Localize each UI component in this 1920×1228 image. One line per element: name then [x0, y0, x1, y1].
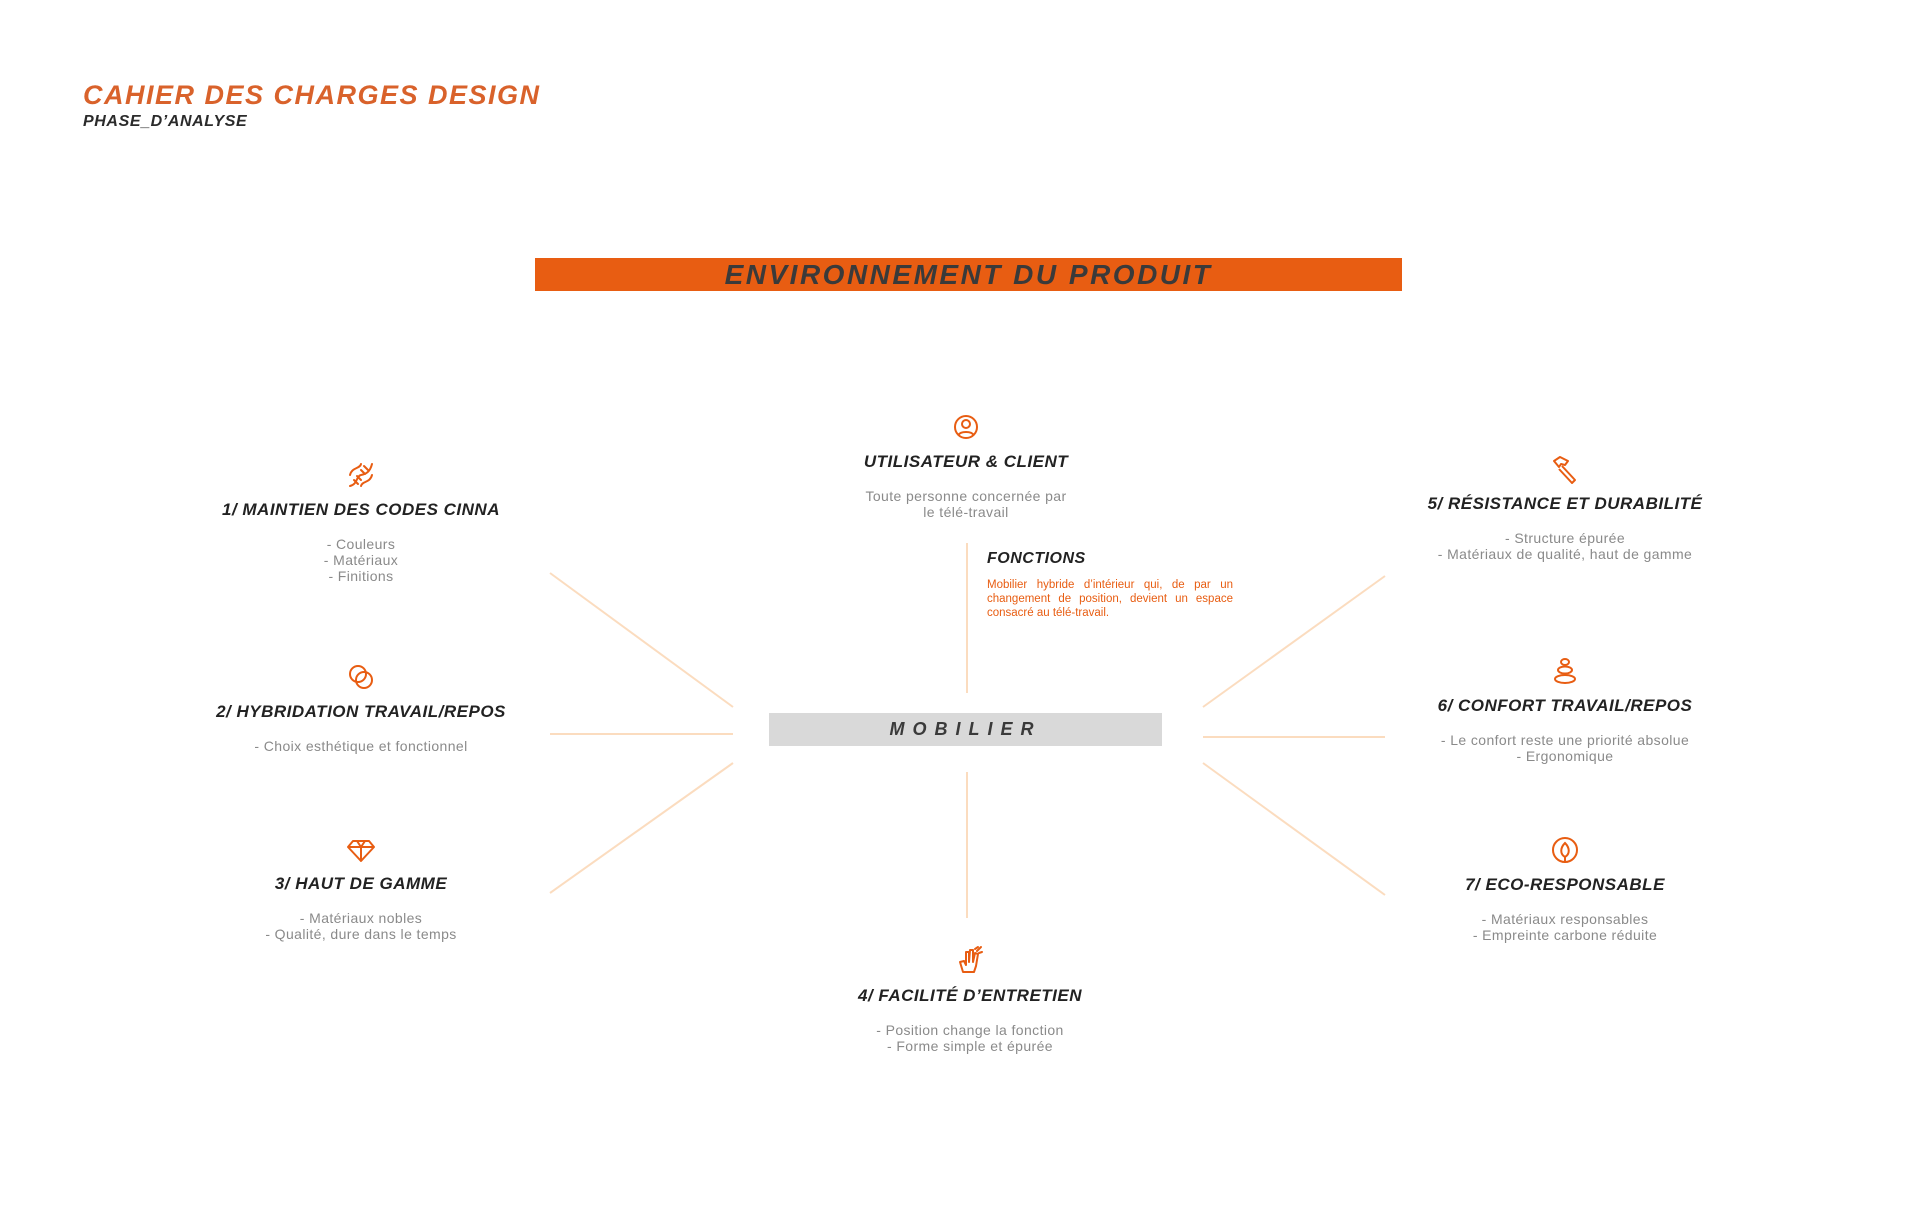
- node-line: - Choix esthétique et fonctionnel: [254, 738, 468, 754]
- banner-label: ENVIRONNEMENT DU PRODUIT: [724, 258, 1213, 290]
- node-line: le télé-travail: [923, 504, 1009, 520]
- node-title: 2/ HYBRIDATION TRAVAIL/REPOS: [216, 702, 506, 721]
- cleaning-hand-icon: [953, 944, 987, 978]
- node-title: 3/ HAUT DE GAMME: [274, 874, 448, 893]
- node-line: - Structure épurée: [1504, 530, 1626, 546]
- node-title: 6/ CONFORT TRAVAIL/REPOS: [1437, 696, 1693, 715]
- node-4-facilite-entretien: [760, 944, 1180, 1054]
- node-title: 5/ RÉSISTANCE ET DURABILITÉ: [1427, 494, 1703, 513]
- node-line: - Qualité, dure dans le temps: [265, 926, 457, 942]
- diamond-icon: [344, 832, 378, 866]
- node-line: - Forme simple et épurée: [887, 1038, 1053, 1054]
- node-line: - Ergonomique: [1516, 748, 1614, 764]
- hammer-icon: [1548, 452, 1582, 486]
- overlapping-circles-icon: [344, 660, 378, 694]
- document-title: CAHIER DES CHARGES DESIGN: [83, 80, 541, 110]
- node-line: - Le confort reste une priorité absolue: [1440, 732, 1690, 748]
- center-label: MOBILIER: [889, 719, 1042, 739]
- stacked-stones-icon: [1548, 654, 1582, 688]
- node-user-client: [756, 410, 1176, 520]
- center-node: [769, 713, 1162, 746]
- node-title: UTILISATEUR & CLIENT: [863, 452, 1069, 471]
- node-line: - Matériaux nobles: [299, 910, 423, 926]
- eco-leaf-icon: [1548, 833, 1582, 867]
- node-line: Toute personne concernée par: [865, 488, 1067, 504]
- node-line: - Finitions: [328, 568, 394, 584]
- node-line: - Couleurs: [326, 536, 396, 552]
- connector-left-lower: [550, 763, 733, 893]
- node-7-eco-responsable: [1355, 833, 1775, 943]
- node-line: - Empreinte carbone réduite: [1472, 927, 1658, 943]
- node-5-resistance: [1355, 452, 1775, 562]
- connector-left-upper: [550, 573, 733, 707]
- node-line: - Matériaux responsables: [1481, 911, 1649, 927]
- fonctions-description: Mobilier hybride d’intérieur qui, de par un changement de position, devient un espace consacré au télé-travail.: [987, 579, 1233, 619]
- fonctions-title: FONCTIONS: [987, 550, 1086, 567]
- dna-icon: [344, 458, 378, 492]
- node-title: 1/ MAINTIEN DES CODES CINNA: [222, 500, 500, 519]
- document-subtitle: PHASE_D’ANALYSE: [83, 113, 248, 130]
- node-line: - Matériaux de qualité, haut de gamme: [1437, 546, 1693, 562]
- node-line: - Position change la fonction: [876, 1022, 1064, 1038]
- node-2-hybridation: [151, 660, 571, 754]
- node-title: 7/ ECO-RESPONSABLE: [1465, 875, 1665, 894]
- node-line: - Matériaux: [323, 552, 399, 568]
- node-6-confort: [1355, 654, 1775, 764]
- fonctions-block: [987, 550, 1233, 620]
- node-1-codes-cinna: [151, 458, 571, 584]
- node-title: 4/ FACILITÉ D’ENTRETIEN: [857, 986, 1083, 1005]
- user-circle-icon: [949, 410, 983, 444]
- node-3-haut-de-gamme: [151, 832, 571, 942]
